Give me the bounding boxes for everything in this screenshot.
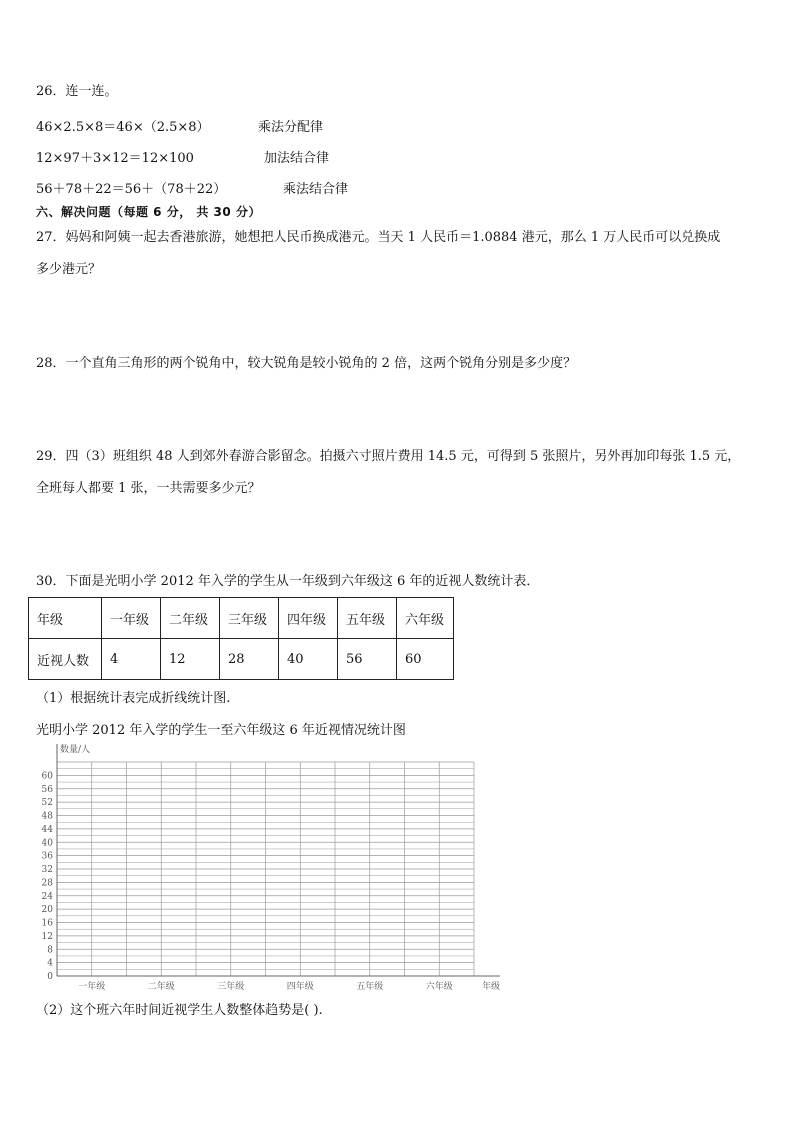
y-tick-label: 12 <box>41 931 53 942</box>
table-cell: 二年级 <box>161 598 220 639</box>
table-cell: 28 <box>220 639 279 680</box>
y-tick-label: 0 <box>47 972 53 982</box>
q27-line-2: 多少港元？ <box>36 262 102 277</box>
y-tick-label: 4 <box>47 958 53 969</box>
table-cell: 4 <box>102 639 161 680</box>
q28-text: 28．一个直角三角形的两个锐角中，较大锐角是较小锐角的 2 倍，这两个锐角分别是多少度？ <box>36 356 577 371</box>
y-tick-label: 16 <box>41 918 53 929</box>
y-tick-label: 44 <box>41 824 53 835</box>
section-heading: 六、解决问题（每题 6 分， 共 30 分） <box>36 205 261 219</box>
x-tick-label: 四年级 <box>286 982 314 992</box>
table-cell: 五年级 <box>338 598 397 639</box>
y-tick-label: 28 <box>41 878 53 889</box>
table-header-row <box>29 598 454 639</box>
q30-sub-question-2: （2）这个班六年时间近视学生人数整体趋势是( ). <box>36 1003 323 1018</box>
q27-line-1: 27．妈妈和阿姨一起去香港旅游，她想把人民币换成港元。当天 1 人民币＝1.0884 港元，那么 1 万人民币可以兑换成 <box>36 230 721 245</box>
table-cell: 年级 <box>29 598 102 639</box>
y-tick-label: 24 <box>41 891 53 902</box>
x-tick-label: 二年级 <box>147 982 175 992</box>
table-cell: 60 <box>397 639 454 680</box>
y-tick-label: 36 <box>41 851 53 862</box>
q30-intro: 30．下面是光明小学 2012 年入学的学生从一年级到六年级这 6 年的近视人数统计表． <box>36 574 540 589</box>
q29-line-1: 29．四（3）班组织 48 人到郊外春游合影留念。拍摄六寸照片费用 14.5 元，可得到 5 张照片，另外再加印每张 1.5 元， <box>36 449 741 464</box>
statistics-table <box>28 597 454 680</box>
table-cell: 56 <box>338 639 397 680</box>
y-tick-label: 48 <box>41 811 53 822</box>
y-tick-label: 52 <box>41 798 53 809</box>
q30-sub-question-1: （1）根据统计表完成折线统计图. <box>36 691 231 706</box>
x-tick-label: 六年级 <box>425 982 453 992</box>
y-tick-label: 20 <box>41 905 53 916</box>
table-row <box>29 639 454 680</box>
x-tick-label: 五年级 <box>356 982 384 992</box>
y-tick-label: 56 <box>41 784 53 795</box>
y-axis-label: 数量/人 <box>60 745 91 755</box>
q26-law-2: 加法结合律 <box>264 151 330 166</box>
q29-line-2: 全班每人都要 1 张，一共需要多少元？ <box>36 481 261 496</box>
table-cell: 三年级 <box>220 598 279 639</box>
q26-equation-3: 56＋78＋22＝56＋（78＋22） <box>36 182 227 197</box>
chart-title: 光明小学 2012 年入学的学生一至六年级这 6 年近视情况统计图 <box>36 723 406 738</box>
q26-equation-1: 46×2.5×8＝46×（2.5×8） <box>36 120 210 135</box>
line-chart-grid <box>30 738 510 996</box>
table-cell: 六年级 <box>397 598 454 639</box>
q26-law-1: 乘法分配律 <box>258 120 324 135</box>
y-tick-label: 32 <box>41 865 53 875</box>
y-tick-label: 40 <box>41 838 53 849</box>
table-cell: 四年级 <box>279 598 338 639</box>
table-cell: 12 <box>161 639 220 680</box>
y-tick-label: 8 <box>47 945 53 956</box>
q26-title: 26．连一连。 <box>36 84 118 99</box>
q26-law-3: 乘法结合律 <box>283 182 349 197</box>
table-cell: 一年级 <box>102 598 161 639</box>
table-cell: 40 <box>279 639 338 680</box>
table-cell: 近视人数 <box>29 639 102 680</box>
y-tick-label: 60 <box>41 771 53 782</box>
x-tick-label: 三年级 <box>217 982 245 992</box>
q26-equation-2: 12×97＋3×12＝12×100 <box>36 151 194 166</box>
x-axis-label: 年级 <box>481 982 501 992</box>
x-tick-label: 一年级 <box>78 982 106 992</box>
